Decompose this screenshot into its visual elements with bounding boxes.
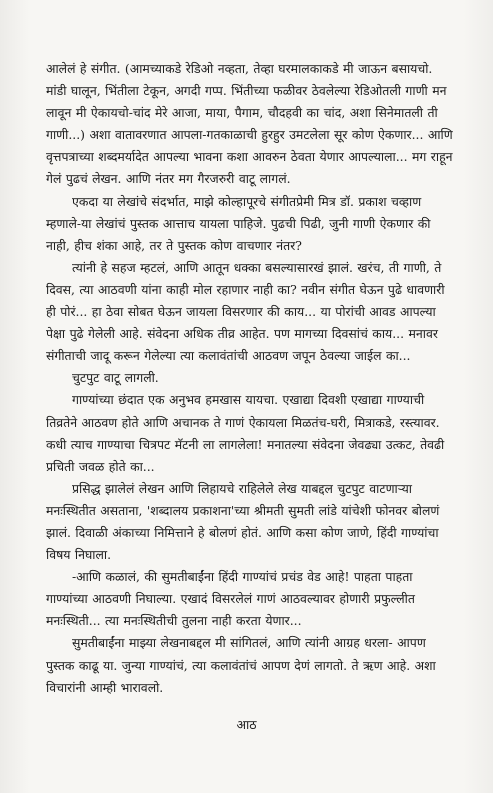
paragraph-1: आलेलं हे संगीत. (आमच्याकडे रेडिओ नव्हता, तेव्हा घरमालकाकडे मी जाऊन बसायचो. मांडी घालून, भिंतीला टेकून, अगदी गप्प. भिंतीच्या फळीवर ठेवलेल्या रेडिओतली गाणी मन लावून मी ऐकायचो-चांद मेरे आजा, माया, पैगाम, चौदहवी का चांद, अशा सिनेमातली ती गाणी...) अशा वातावरणात आपला-गतकाळाची हुरहुर उमटलेला सूर कोण ऐकणार... आणि वृत्तपत्राच्या शब्दमर्यादेत आपल्या भावना कशा आवरुन ठेवता येणार आपल्याला... मग राहून गेलं पुढचं लेखन. आणि नंतर मग गैरजरुरी वाटू लागलं. bbox=[46, 61, 453, 187]
paragraph-8: सुमतीबाईंना माझ्या लेखनाबद्दल मी सांगितलं, आणि त्यांनी आग्रह धरला- आपण पुस्तक काढू या. जुन्या गाण्यांचं, त्या कलावंतांचं आपण देणं लागतो. ते ऋण आहे. अशा विचारांनी आम्ही भारावलो. bbox=[46, 635, 436, 695]
paragraph-5: गाण्यांच्या छंदात एक अनुभव हमखास यायचा. एखाद्या दिवशी एखाद्या गाण्याची तिव्रतेने आठवण होते आणि अचानक ते गाणं ऐकायला मिळतंच-घरी, मित्राकडे, रस्त्यावर. कधी त्याच गाण्याचा चित्रपट मॅटनी ला लागलेला! मनातल्या संवेदना जेवढ्या उत्कट, तेवढी प्रचिती जवळ होते का... bbox=[46, 392, 445, 474]
paragraph-3: त्यांनी हे सहज म्हटलं, आणि आतून धक्का बसल्यासारखं झालं. खरंच, ती गाणी, ते दिवस, त्या आठवणी यांना काही मोल रहाणार नाही का? नवीन संगीत घेऊन पुढे धावणारी ही पोरं... हा ठेवा सोबत घेऊन जायला विसरणार की काय... या पोरांची आवड आपल्या पेक्षा पुढे गेलेली आहे. संवेदना अधिक तीव्र आहेत. पण मागच्या दिवसांचं काय... मनावर संगीताची जादू करून गेलेल्या त्या कलावंतांची आठवण जपून ठेवल्या जाईल का... bbox=[46, 259, 445, 364]
paragraph-2: एकदा या लेखांचे संदर्भात, माझे कोल्हापूरचे संगीतप्रेमी मित्र डॉ. प्रकाश चव्हाण म्हणाले-या लेखांचं पुस्तक आत्ताच यायला पाहिजे. पुढची पिढी, जुनी गाणी ऐकणार की नाही, हीच शंका आहे, तर ते पुस्तक कोण वाचणार नंतर? bbox=[46, 193, 431, 253]
body-text bbox=[46, 58, 457, 699]
page-number: आठ bbox=[236, 717, 257, 732]
paragraph-7: -आणि कळालं, की सुमतीबाईंना हिंदी गाण्यांचं प्रचंड वेड आहे! पाहता पाहता गाण्यांच्या आठवणी निघाल्या. एखादं विसरलेलं गाणं आठवल्यावर होणारी प्रफुल्लीत मनःस्थिती... त्या मनःस्थितीची तुलना नाही करता येणार... bbox=[46, 569, 415, 629]
paragraph-4: चुटपुट वाटू लागली. bbox=[72, 370, 159, 386]
paragraph-6: प्रसिद्ध झालेलं लेखन आणि लिहायचे राहिलेले लेख याबद्दल चुटपुट वाटणाऱ्या मनःस्थितीत असताना, 'शब्दालय प्रकाशना'च्या श्रीमती सुमती लांडे यांचेशी फोनवर बोलणं झालं. दिवाळी अंकाच्या निमित्ताने हे बोलणं होतं. आणि कसा कोण जाणे, हिंदी गाण्यांचा विषय निघाला. bbox=[46, 480, 440, 563]
